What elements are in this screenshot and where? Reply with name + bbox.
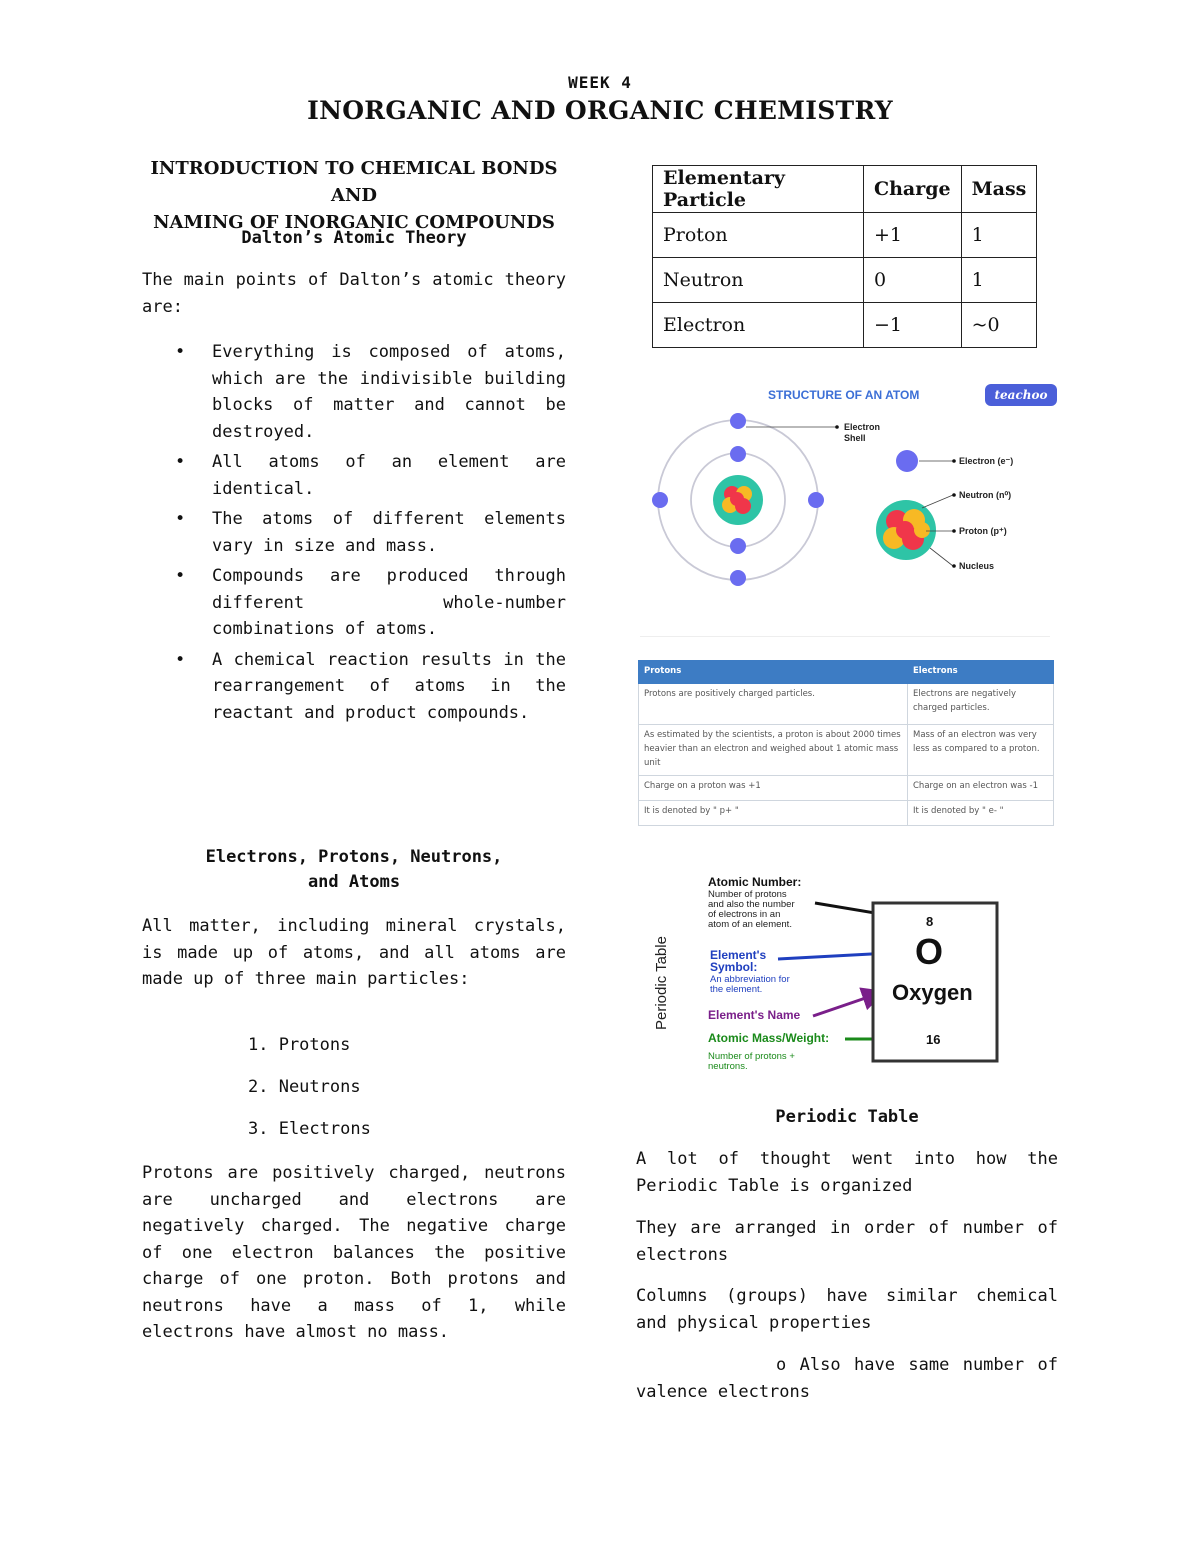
nucleus-icon bbox=[722, 486, 752, 514]
table-cell: 1 bbox=[961, 258, 1037, 303]
bullet-text: All atoms of an element are identical. bbox=[212, 452, 566, 499]
dalton-bullet-list bbox=[140, 339, 566, 730]
table-cell: Protons are positively charged particles. bbox=[639, 684, 908, 725]
table-cell: −1 bbox=[864, 303, 962, 348]
atomic-number-title: Atomic Number: bbox=[708, 875, 802, 889]
table-cell: ~0 bbox=[961, 303, 1037, 348]
desc-line: Number of protons bbox=[708, 889, 787, 900]
table-cell: 0 bbox=[864, 258, 962, 303]
mass-desc-2: neutrons. bbox=[708, 1061, 748, 1072]
list-item bbox=[140, 506, 566, 559]
table-cell: Electron bbox=[653, 303, 864, 348]
atom-diagram-title: STRUCTURE OF AN ATOM bbox=[768, 388, 920, 402]
bullet-icon: • bbox=[175, 509, 186, 529]
symbol-desc-2: the element. bbox=[710, 984, 763, 995]
electrons-heading-line-2: and Atoms bbox=[307, 872, 401, 892]
section-title-line-1: INTRODUCTION TO CHEMICAL BONDS AND bbox=[150, 158, 558, 206]
table-cell: Electrons are negatively charged particles. bbox=[908, 684, 1054, 725]
bullet-text: A chemical reaction results in the rearrangement of atoms in the reactant and product compounds. bbox=[212, 649, 566, 723]
particle-table bbox=[652, 165, 1037, 348]
dalton-intro: The main points of Dalton’s atomic theory are: bbox=[142, 270, 566, 317]
section-title-line-2: NAMING OF INORGANIC COMPOUNDS bbox=[153, 212, 555, 233]
numbered-item: 3. Electrons bbox=[248, 1119, 371, 1139]
symbol-title: Element's bbox=[710, 948, 767, 962]
periodic-paragraph-2: They are arranged in order of number of electrons bbox=[636, 1218, 1058, 1265]
particle-table-wrap bbox=[652, 165, 1037, 348]
table-cell: Charge on a proton was +1 bbox=[639, 776, 908, 801]
table-cell: Mass of an electron was very less as compared to a proton. bbox=[908, 725, 1054, 776]
table-cell: As estimated by the scientists, a proton is about 2000 times heavier than an electron and weighed about 1 atomic mass unit bbox=[639, 725, 908, 776]
table-header-cell: Charge bbox=[864, 166, 962, 213]
list-item bbox=[140, 339, 566, 445]
legend-neutron: Neutron (n⁰) bbox=[959, 490, 1012, 500]
charge-paragraph: Protons are positively charged, neutrons are uncharged and electrons are negatively charged. The negative charge of one electron balances the positive charge of one proton. Both protons and neutrons have a mass of 1, while electrons have almost no mass. bbox=[142, 1163, 566, 1342]
table-header-cell: Elementary Particle bbox=[653, 166, 864, 213]
table-header-row bbox=[653, 166, 1037, 213]
periodic-side-label: Periodic Table bbox=[653, 936, 670, 1030]
bullet-icon: • bbox=[175, 566, 186, 586]
compare-table bbox=[638, 660, 1054, 826]
sub-bullet-icon: o bbox=[776, 1355, 787, 1375]
brand-logo: teachoo bbox=[994, 388, 1048, 402]
table-row bbox=[653, 213, 1037, 258]
week-label: WEEK 4 bbox=[568, 73, 632, 92]
table-cell: It is denoted by " p+ " bbox=[639, 801, 908, 826]
mass-desc: Number of protons + bbox=[708, 1051, 795, 1062]
list-item bbox=[140, 449, 566, 502]
bullet-text: Everything is composed of atoms, which are the indivisible building blocks of matter and cannot be destroyed. bbox=[212, 342, 566, 442]
table-header-cell: Protons bbox=[639, 661, 908, 684]
symbol-title-2: Symbol: bbox=[710, 960, 758, 974]
table-cell: Neutron bbox=[653, 258, 864, 303]
table-header-cell: Mass bbox=[961, 166, 1037, 213]
shell-label-2: Shell bbox=[844, 433, 866, 443]
bullet-icon: • bbox=[175, 649, 186, 670]
bullet-icon: • bbox=[175, 342, 186, 362]
table-row bbox=[639, 776, 1054, 801]
electrons-heading-line-1: Electrons, Protons, Neutrons, bbox=[205, 847, 503, 867]
table-cell: +1 bbox=[864, 213, 962, 258]
desc-line: atom of an element. bbox=[708, 919, 792, 930]
section-title bbox=[140, 155, 568, 236]
legend-nucleus: Nucleus bbox=[959, 561, 995, 571]
mass-title: Atomic Mass/Weight: bbox=[708, 1031, 830, 1045]
periodic-paragraph-1: A lot of thought went into how the Periodic Table is organized bbox=[636, 1149, 1058, 1196]
table-cell: Charge on an electron was -1 bbox=[908, 776, 1054, 801]
matter-paragraph: All matter, including mineral crystals, is made up of atoms, and all atoms are made up of three main particles: bbox=[142, 916, 566, 989]
list-item bbox=[140, 563, 566, 643]
atomic-number-desc bbox=[708, 889, 795, 930]
legend-electron: Electron (e⁻) bbox=[959, 456, 1014, 466]
name-title: Element's Name bbox=[708, 1008, 801, 1022]
periodic-paragraph-4 bbox=[636, 1352, 1058, 1405]
compare-table-wrap bbox=[638, 660, 1054, 826]
sub-bullet-text: Also have same number of valence electrons bbox=[636, 1355, 1058, 1402]
element-symbol: O bbox=[915, 931, 944, 972]
table-header-cell: Electrons bbox=[908, 661, 1054, 684]
table-header-row bbox=[639, 661, 1054, 684]
periodic-element-diagram bbox=[645, 870, 1015, 1080]
numbered-item: 2. Neutrons bbox=[248, 1077, 361, 1097]
page-title: INORGANIC AND ORGANIC CHEMISTRY bbox=[307, 96, 893, 125]
nucleus-legend-icon bbox=[876, 500, 936, 560]
bullet-text: The atoms of different elements vary in size and mass. bbox=[212, 509, 566, 556]
table-cell: 1 bbox=[961, 213, 1037, 258]
bullet-icon: • bbox=[175, 452, 186, 472]
shell-label: Electron bbox=[844, 422, 881, 432]
table-row bbox=[653, 303, 1037, 348]
list-item bbox=[140, 647, 566, 727]
table-row bbox=[639, 725, 1054, 776]
periodic-heading: Periodic Table bbox=[775, 1107, 919, 1127]
electrons-heading bbox=[140, 845, 568, 895]
desc-line: of electrons in an bbox=[708, 909, 781, 920]
desc-line: and also the number bbox=[708, 899, 795, 910]
divider bbox=[640, 636, 1050, 637]
element-name: Oxygen bbox=[892, 980, 973, 1005]
table-cell: Proton bbox=[653, 213, 864, 258]
electron-legend-icon bbox=[896, 450, 918, 472]
table-row bbox=[639, 801, 1054, 826]
bullet-text: Compounds are produced through different whole-number combinations of atoms. bbox=[212, 566, 566, 639]
numbered-item: 1. Protons bbox=[248, 1035, 351, 1055]
dalton-heading: Dalton’s Atomic Theory bbox=[241, 228, 467, 248]
table-cell: It is denoted by " e- " bbox=[908, 801, 1054, 826]
periodic-paragraph-3: Columns (groups) have similar chemical and physical properties bbox=[636, 1286, 1058, 1333]
atom-structure-diagram bbox=[640, 378, 1060, 598]
table-row bbox=[639, 684, 1054, 725]
table-row bbox=[653, 258, 1037, 303]
legend-proton: Proton (p⁺) bbox=[959, 526, 1007, 536]
element-atomic-number: 8 bbox=[926, 914, 934, 929]
symbol-desc: An abbreviation for bbox=[710, 974, 790, 985]
element-atomic-mass: 16 bbox=[926, 1032, 941, 1047]
